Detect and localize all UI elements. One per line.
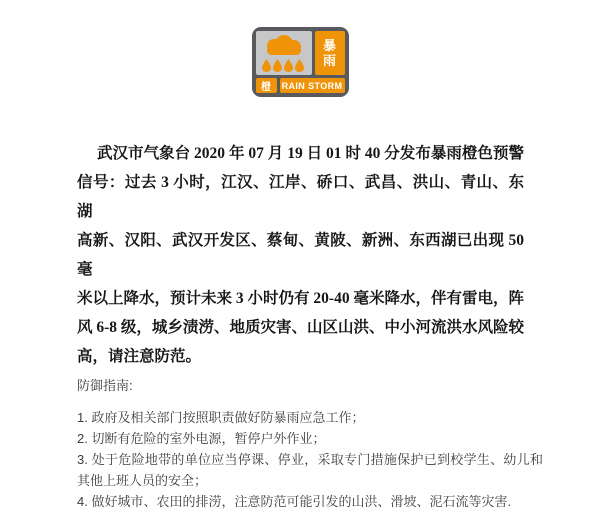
defense-guide-heading: 防御指南: — [77, 378, 133, 393]
guide-item: 3. 处于危险地带的单位应当停课、停业，采取专门措施保护已到校学生、幼儿和其他上班人员的安全； — [77, 452, 543, 488]
warning-level-badge: 橙 — [256, 78, 277, 93]
guide-item: 2. 切断有危险的室外电源，暂停户外作业； — [77, 431, 326, 446]
rainstorm-orange-warning-sign — [252, 27, 349, 97]
bulletin-line: 风 6-8 级，城乡渍涝、地质灾害、山区山洪、中小河流洪水风险较 — [77, 319, 524, 336]
defense-guide-list — [77, 407, 543, 512]
bulletin-line: 武汉市气象台 2020 年 07 月 19 日 01 时 40 分发布暴雨橙色预警 — [97, 145, 524, 162]
bulletin-line: 高，请注意防范。 — [77, 348, 202, 365]
warning-sign-area — [0, 0, 600, 97]
bulletin-line: 高新、汉阳、武汉开发区、蔡甸、黄陂、新洲、东西湖已出现 50 毫 — [77, 232, 524, 278]
guide-item: 1. 政府及相关部门按照职责做好防暴雨应急工作； — [77, 410, 365, 425]
cloud-panel — [256, 31, 312, 75]
cloud-rain-icon — [260, 34, 308, 72]
type-char-top: 暴 — [322, 38, 336, 53]
warning-type-label — [315, 31, 345, 75]
bulletin-line: 米以上降水，预计未来 3 小时仍有 20-40 毫米降水，伴有雷电，阵 — [77, 290, 524, 307]
warning-english-label: RAIN STORM — [280, 78, 345, 93]
bulletin-line: 信号：过去 3 小时，江汉、江岸、硚口、武昌、洪山、青山、东湖 — [77, 174, 524, 220]
bulletin-paragraph — [77, 139, 524, 371]
defense-guide-section — [77, 376, 543, 512]
type-char-bottom: 雨 — [322, 53, 336, 68]
guide-item: 4. 做好城市、农田的排涝，注意防范可能引发的山洪、滑坡、泥石流等灾害. — [77, 494, 512, 509]
